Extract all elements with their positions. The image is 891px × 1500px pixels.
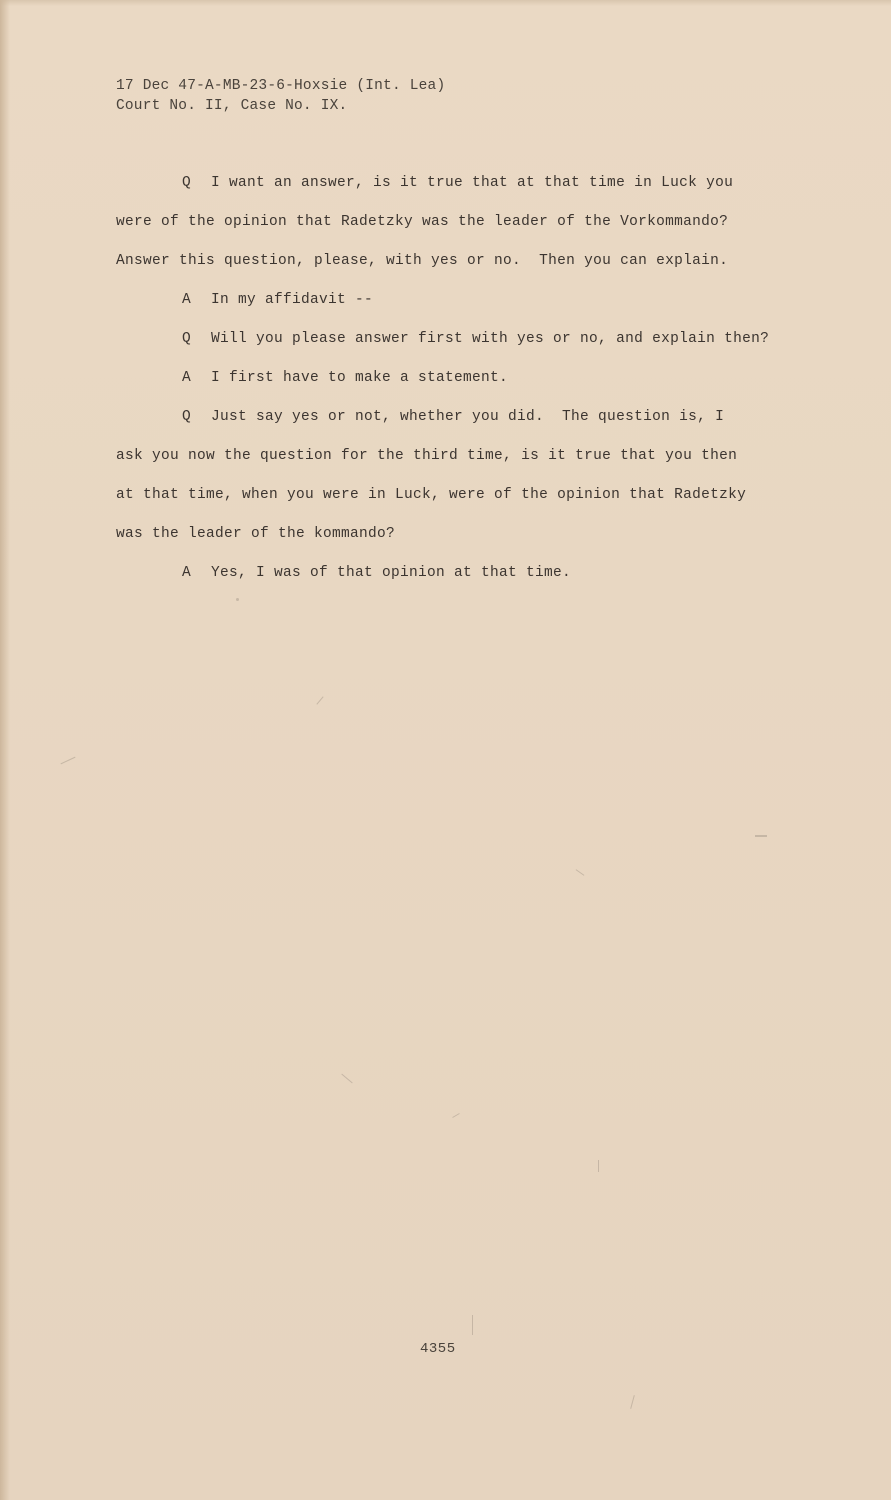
speaker-label: Q: [182, 175, 192, 191]
paper-speck: [598, 1160, 599, 1172]
line-text: was the leader of the kommando?: [116, 526, 396, 542]
line-text: ask you now the question for the third time, is it true that you then: [116, 448, 738, 464]
paper-speck: [472, 1315, 473, 1335]
paper-speck: [316, 696, 323, 704]
speaker-label: A: [182, 292, 192, 308]
line-text: Yes, I was of that opinion at that time.: [211, 565, 572, 581]
speaker-label: Q: [182, 409, 192, 425]
transcript-line: [116, 367, 508, 389]
paper-speck: [236, 598, 239, 601]
document-header: [116, 76, 445, 116]
transcript-line: [116, 445, 737, 467]
transcript-line: [116, 172, 733, 194]
header-court-line: Court No. II, Case No. IX.: [116, 98, 348, 114]
speaker-label: A: [182, 370, 192, 386]
line-text: I first have to make a statement.: [211, 370, 509, 386]
line-text: I want an answer, is it true that at that time in Luck you: [211, 175, 734, 191]
speaker-label: Q: [182, 331, 192, 347]
paper-speck: [341, 1074, 352, 1084]
paper-speck: [61, 757, 76, 765]
transcript-line: [116, 211, 728, 233]
transcript-line: [116, 406, 724, 428]
line-text: Answer this question, please, with yes or no. Then you can explain.: [116, 253, 729, 269]
paper-top-edge: [0, 0, 891, 6]
transcript-line: [116, 484, 746, 506]
transcript-line: [116, 562, 571, 584]
line-text: at that time, when you were in Luck, were of the opinion that Radetzky: [116, 487, 747, 503]
line-text: Will you please answer first with yes or no, and explain then?: [211, 331, 770, 347]
speaker-label: A: [182, 565, 192, 581]
paper-left-edge: [0, 0, 10, 1500]
transcript-line: [116, 250, 728, 272]
paper-speck: [576, 869, 585, 876]
page-number: 4355: [420, 1341, 456, 1357]
line-text: were of the opinion that Radetzky was the leader of the Vorkommando?: [116, 214, 729, 230]
transcript-line: [116, 328, 769, 350]
header-date-line: 17 Dec 47-A-MB-23-6-Hoxsie (Int. Lea): [116, 78, 446, 94]
paper-speck: [452, 1113, 459, 1118]
transcript-line: [116, 523, 395, 545]
line-text: In my affidavit --: [211, 292, 374, 308]
paper-speck: [630, 1395, 635, 1409]
transcript-line: [116, 289, 373, 311]
line-text: Just say yes or not, whether you did. The question is, I: [211, 409, 725, 425]
paper-speck: [755, 835, 767, 837]
